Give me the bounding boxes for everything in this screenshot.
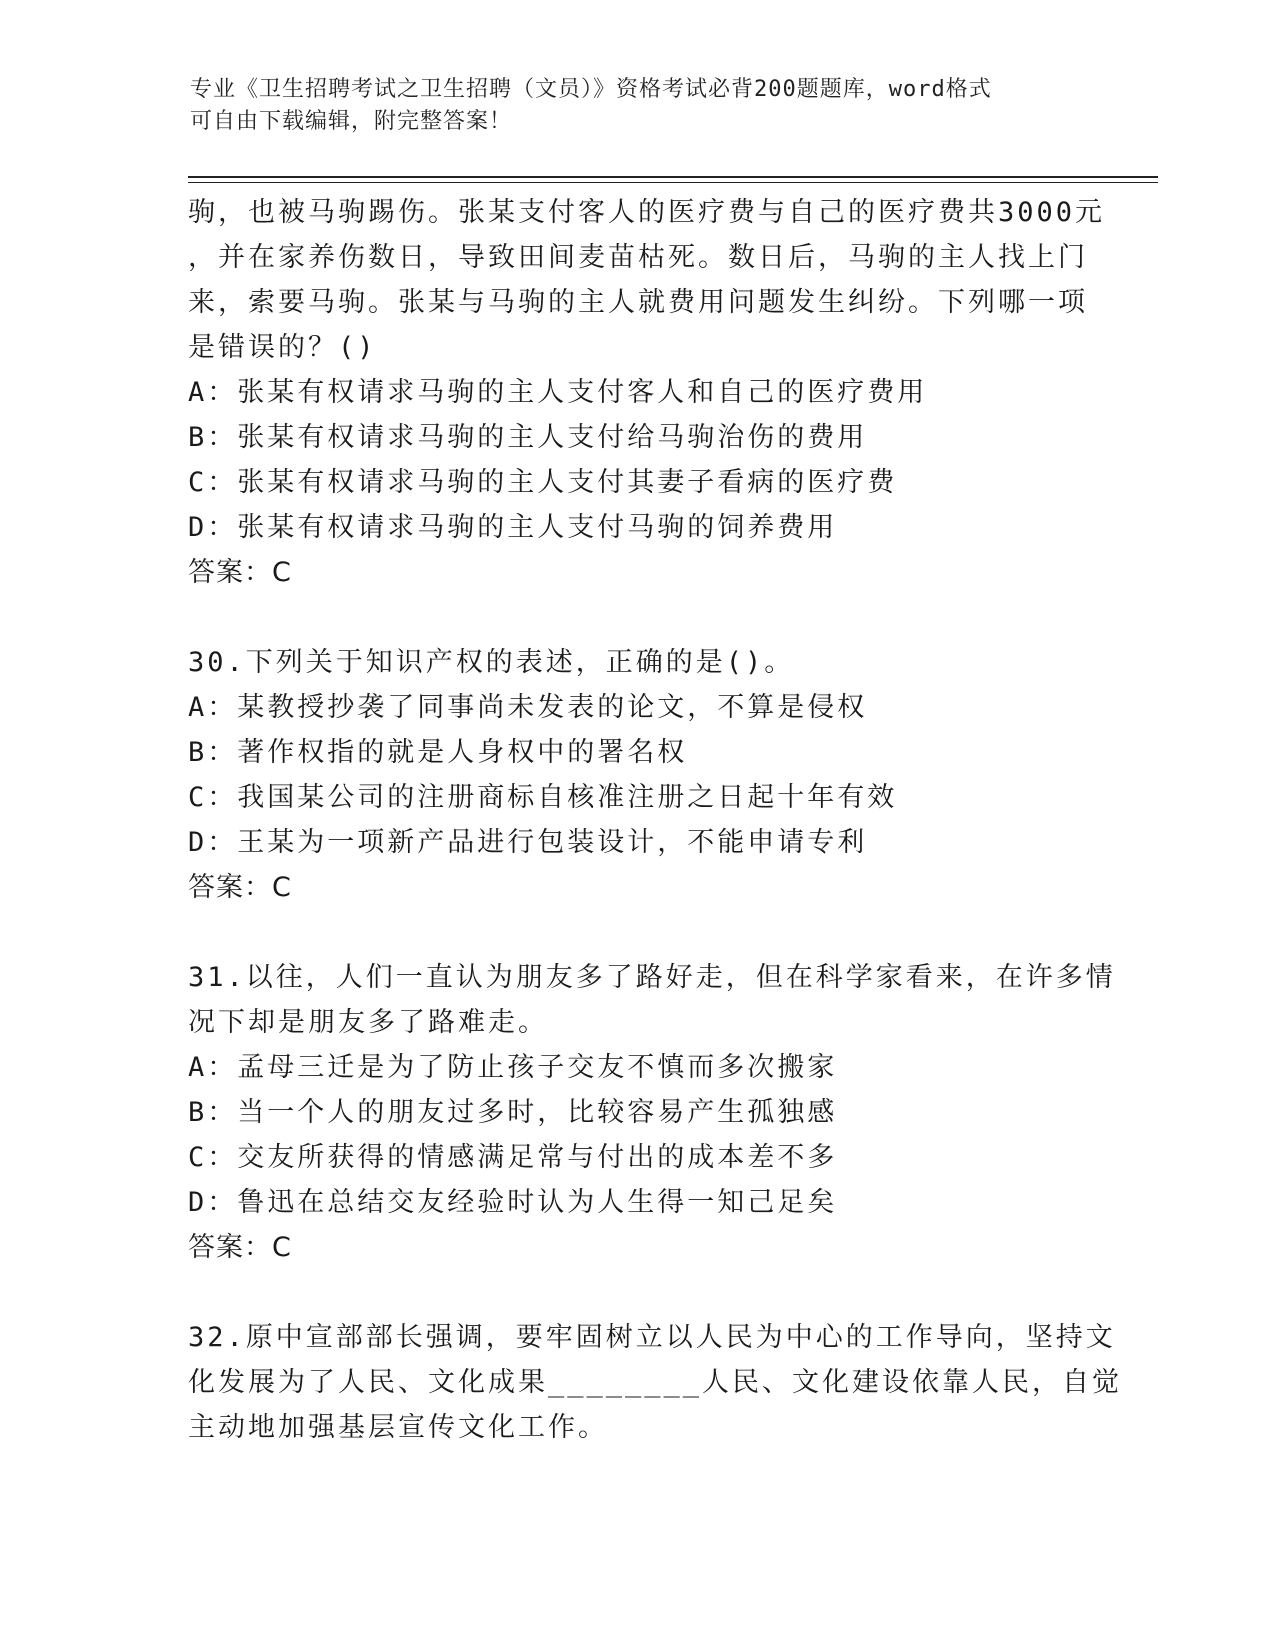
answer-line: 答案：C bbox=[188, 557, 292, 588]
question-text-line: 主动地加强基层宣传文化工作。 bbox=[188, 1412, 608, 1443]
question-text-line: 是错误的？() bbox=[188, 332, 377, 363]
question-text-line: 况下却是朋友多了路难走。 bbox=[188, 1007, 548, 1038]
question-text-line: ，并在家养伤数日，导致田间麦苗枯死。数日后，马驹的主人找上门 bbox=[188, 242, 1088, 273]
option-d: D：张某有权请求马驹的主人支付马驹的饲养费用 bbox=[188, 512, 838, 543]
option-c: C：张某有权请求马驹的主人支付其妻子看病的医疗费 bbox=[188, 467, 898, 498]
document-body bbox=[188, 190, 1123, 1450]
question-text-line: 来，索要马驹。张某与马驹的主人就费用问题发生纠纷。下列哪一项 bbox=[188, 287, 1088, 318]
question-30 bbox=[188, 640, 1088, 910]
answer-line: 答案：C bbox=[188, 1232, 292, 1263]
question-text-line: 化发展为了人民、文化成果________人民、文化建设依靠人民，自觉 bbox=[188, 1367, 1123, 1398]
question-text-line: 31.以往，人们一直认为朋友多了路好走，但在科学家看来，在许多情 bbox=[188, 962, 1116, 993]
option-a: A：某教授抄袭了同事尚未发表的论文，不算是侵权 bbox=[188, 692, 868, 723]
header-subtitle-line: 可自由下载编辑，附完整答案！ bbox=[190, 109, 513, 134]
option-a: A：张某有权请求马驹的主人支付客人和自己的医疗费用 bbox=[188, 377, 928, 408]
option-b: B：张某有权请求马驹的主人支付给马驹治伤的费用 bbox=[188, 422, 868, 453]
spacer bbox=[188, 910, 1088, 955]
question-32 bbox=[188, 1315, 1123, 1450]
header-rule-thin bbox=[188, 182, 1158, 183]
question-text-line: 32.原中宣部部长强调，要牢固树立以人民为中心的工作导向，坚持文 bbox=[188, 1322, 1116, 1353]
question-text-line: 驹，也被马驹踢伤。张某支付客人的医疗费与自己的医疗费共3000元 bbox=[188, 197, 1106, 228]
option-c: C：交友所获得的情感满足常与付出的成本差不多 bbox=[188, 1142, 838, 1173]
spacer bbox=[188, 1270, 1088, 1315]
document-header bbox=[190, 74, 1090, 138]
option-d: D：鲁迅在总结交友经验时认为人生得一知己足矣 bbox=[188, 1187, 838, 1218]
header-rule-thick bbox=[188, 176, 1158, 178]
option-a: A：孟母三迁是为了防止孩子交友不慎而多次搬家 bbox=[188, 1052, 838, 1083]
option-d: D：王某为一项新产品进行包装设计，不能申请专利 bbox=[188, 827, 868, 858]
answer-line: 答案：C bbox=[188, 872, 292, 903]
question-29-continuation bbox=[188, 190, 1106, 595]
option-b: B：当一个人的朋友过多时，比较容易产生孤独感 bbox=[188, 1097, 838, 1128]
header-title-line: 专业《卫生招聘考试之卫生招聘（文员）》资格考试必背200题题库，word格式 bbox=[190, 77, 992, 102]
question-text-line: 30.下列关于知识产权的表述，正确的是()。 bbox=[188, 647, 795, 678]
option-c: C：我国某公司的注册商标自核准注册之日起十年有效 bbox=[188, 782, 898, 813]
question-31 bbox=[188, 955, 1116, 1270]
spacer bbox=[188, 595, 1088, 640]
option-b: B：著作权指的就是人身权中的署名权 bbox=[188, 737, 688, 768]
